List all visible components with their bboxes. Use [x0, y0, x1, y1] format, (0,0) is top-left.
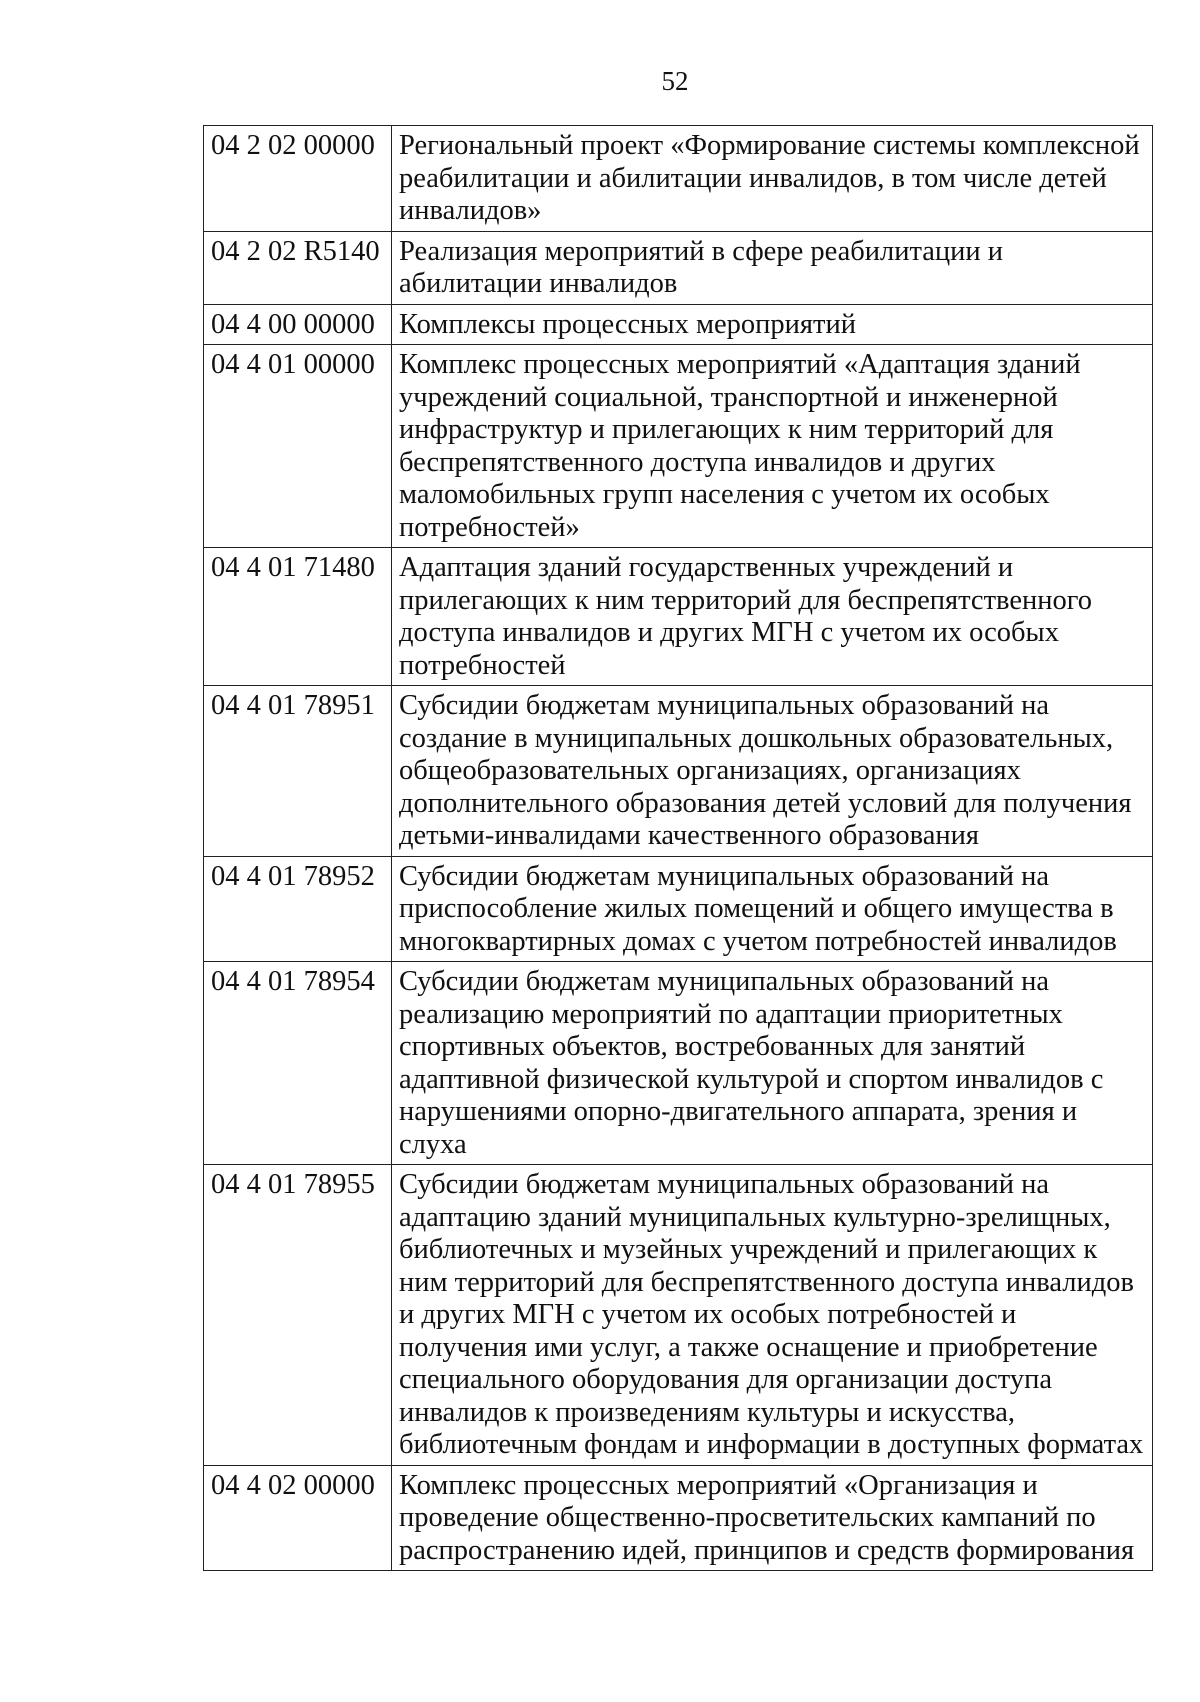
- page-number: 52: [661, 66, 689, 96]
- code-cell: 04 4 01 71480: [204, 548, 392, 686]
- name-cell: Субсидии бюджетам муниципальных образований на создание в муниципальных дошкольных образовательных, общеобразовательных организациях, организациях дополнительного образования детей условий для получения детьми-инвалидами качественного образования: [392, 686, 1153, 857]
- name-cell: Региональный проект «Формирование системы комплексной реабилитации и абилитации инвалидов, в том числе детей инвалидов»: [392, 126, 1153, 232]
- name-cell: Субсидии бюджетам муниципальных образований на приспособление жилых помещений и общего имущества в многоквартирных домах с учетом потребностей инвалидов: [392, 856, 1153, 962]
- code-cell: 04 2 02 00000: [204, 126, 392, 232]
- code-cell: 04 4 01 78952: [204, 856, 392, 962]
- code-cell: 04 4 01 78955: [204, 1165, 392, 1466]
- code-cell: 04 2 02 R5140: [204, 231, 392, 304]
- name-cell: Комплекс процессных мероприятий «Организация и проведение общественно-просветительских кампаний по распространению идей, принципов и средств формирования: [392, 1465, 1153, 1571]
- budget-classification-table: [203, 125, 1153, 1571]
- code-cell: 04 4 02 00000: [204, 1465, 392, 1571]
- table-row: [204, 304, 1153, 345]
- code-cell: 04 4 01 78954: [204, 962, 392, 1165]
- table-row: [204, 345, 1153, 548]
- table-row: [204, 231, 1153, 304]
- name-cell: Субсидии бюджетам муниципальных образований на адаптацию зданий муниципальных культурно-зрелищных, библиотечных и музейных учреждений и прилегающих к ним территорий для беспрепятственного доступа инвалидов и других МГН с учетом их особых потребностей и получения ими услуг, а также оснащение и приобретение специального оборудования для организации доступа инвалидов к произведениям культуры и искусства, библиотечным фондам и информации в доступных форматах: [392, 1165, 1153, 1466]
- table-row: [204, 1465, 1153, 1571]
- table-row: [204, 686, 1153, 857]
- table-row: [204, 548, 1153, 686]
- code-cell: 04 4 00 00000: [204, 304, 392, 345]
- table-row: [204, 126, 1153, 232]
- name-cell: Комплексы процессных мероприятий: [392, 304, 1153, 345]
- name-cell: Комплекс процессных мероприятий «Адаптация зданий учреждений социальной, транспортной и инженерной инфраструктур и прилегающих к ним территорий для беспрепятственного доступа инвалидов и других маломобильных групп населения с учетом их особых потребностей»: [392, 345, 1153, 548]
- table-row: [204, 962, 1153, 1165]
- name-cell: Адаптация зданий государственных учреждений и прилегающих к ним территорий для беспрепятственного доступа инвалидов и других МГН с учетом их особых потребностей: [392, 548, 1153, 686]
- name-cell: Субсидии бюджетам муниципальных образований на реализацию мероприятий по адаптации приоритетных спортивных объектов, востребованных для занятий адаптивной физической культурой и спортом инвалидов с нарушениями опорно-двигательного аппарата, зрения и слуха: [392, 962, 1153, 1165]
- code-cell: 04 4 01 00000: [204, 345, 392, 548]
- table-row: [204, 856, 1153, 962]
- name-cell: Реализация мероприятий в сфере реабилитации и абилитации инвалидов: [392, 231, 1153, 304]
- code-cell: 04 4 01 78951: [204, 686, 392, 857]
- table-row: [204, 1165, 1153, 1466]
